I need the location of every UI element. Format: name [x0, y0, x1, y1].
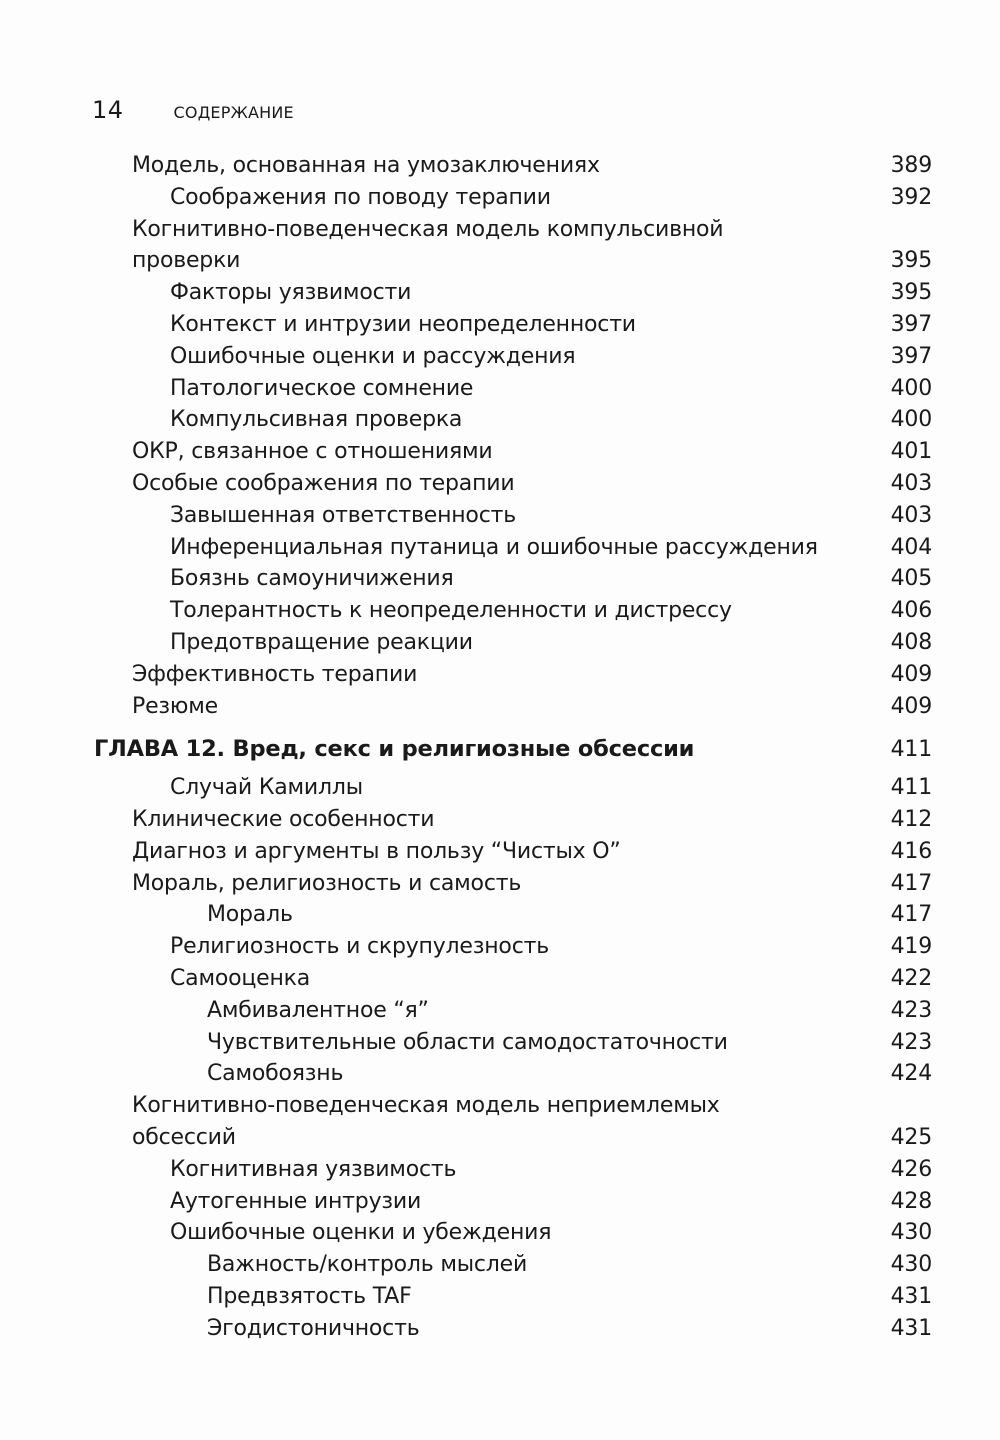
toc-entry-page: 395 — [890, 280, 932, 306]
toc-chapter-heading — [0, 734, 1000, 766]
toc-entry-page: 409 — [890, 661, 932, 687]
toc-entry-page: 419 — [890, 934, 932, 960]
toc-entry-page: 406 — [890, 598, 932, 624]
toc-entry-title: Резюме — [132, 693, 218, 719]
toc-entry-page: 397 — [890, 343, 932, 369]
toc-entry-page: 423 — [890, 997, 932, 1023]
toc-entry-title: Эффективность терапии — [132, 661, 418, 687]
toc-entry — [0, 836, 1000, 868]
toc-entry-title: Модель, основанная на умозаключениях — [132, 153, 600, 178]
toc-entry-page: 405 — [890, 566, 932, 592]
toc-entry-page: 431 — [890, 1315, 932, 1341]
toc-entry-page: 431 — [890, 1283, 932, 1309]
toc-entry — [0, 1090, 1000, 1154]
toc-entry-title: Предотвращение реакции — [170, 629, 473, 655]
toc-entry-title: Случай Камиллы — [170, 775, 363, 801]
toc-entry-title: Когнитивная уязвимость — [170, 1156, 457, 1182]
toc-entry-page: 422 — [890, 965, 932, 991]
toc-entry-title: Толерантность к неопределенности и дистрессу — [170, 598, 732, 624]
toc-entry-title: Аутогенные интрузии — [170, 1188, 422, 1214]
toc-entry-page: 416 — [890, 838, 932, 864]
toc-entry-title: Контекст и интрузии неопределенности — [170, 311, 636, 337]
toc-entry — [0, 1186, 1000, 1218]
toc-entry-page: 417 — [890, 902, 932, 928]
toc-entry — [0, 1281, 1000, 1313]
toc-entry-page: 424 — [890, 1061, 932, 1087]
toc-entry — [0, 182, 1000, 214]
section-title: СОДЕРЖАНИЕ — [173, 103, 294, 122]
toc-entry — [0, 595, 1000, 627]
toc-entry-title: Когнитивно-поведенческая модель компульсивной проверки — [132, 216, 724, 274]
toc-entry-title: Религиозность и скрупулезность — [170, 934, 549, 960]
toc-entry-title: Патологическое сомнение — [170, 375, 474, 401]
toc-entry — [0, 563, 1000, 595]
toc-entry — [0, 341, 1000, 373]
toc-entry — [0, 532, 1000, 564]
toc-entry-title: ОКР, связанное с отношениями — [132, 439, 493, 465]
toc-entry — [0, 1313, 1000, 1345]
toc-entry-page: 428 — [890, 1188, 932, 1214]
toc-entry-page: 417 — [890, 870, 932, 896]
toc-entry-page: 400 — [890, 375, 932, 401]
toc-entry-page: 400 — [890, 407, 932, 433]
toc-entry — [0, 1027, 1000, 1059]
toc-entry-page: 397 — [890, 311, 932, 337]
toc-entry-page: 411 — [890, 737, 932, 763]
toc-entry-page: 389 — [890, 153, 932, 178]
toc-entry-page: 403 — [890, 470, 932, 496]
toc-entry — [0, 404, 1000, 436]
toc-entry — [0, 627, 1000, 659]
toc-entry-title: Соображения по поводу терапии — [170, 184, 551, 210]
toc-entry-title: Ошибочные оценки и рассуждения — [170, 343, 576, 369]
toc-entry-title: Важность/контроль мыслей — [207, 1252, 528, 1278]
toc-entry — [0, 931, 1000, 963]
toc-entry-title: Боязнь самоуничижения — [170, 566, 454, 592]
toc-entry-title: ГЛАВА 12. Вред, секс и религиозные обсессии — [94, 736, 695, 763]
toc-entry-title: Чувствительные области самодостаточности — [207, 1029, 728, 1055]
toc-entry-page: 401 — [890, 439, 932, 465]
toc-entry-page: 426 — [890, 1156, 932, 1182]
toc-entry-title: Когнитивно-поведенческая модель неприемлемых обсессий — [132, 1093, 720, 1150]
toc-entry-title: Клинические особенности — [132, 806, 435, 832]
toc-entry-page: 392 — [890, 184, 932, 210]
toc-entry — [0, 899, 1000, 931]
toc-entry-title: Особые соображения по терапии — [132, 470, 515, 496]
toc-entry — [0, 1154, 1000, 1186]
toc-entry-page: 430 — [890, 1252, 932, 1278]
toc-entry — [0, 214, 1000, 278]
toc-entry — [0, 868, 1000, 900]
toc-entry-page: 404 — [890, 534, 932, 560]
toc-entry — [0, 804, 1000, 836]
toc-entry-page: 430 — [890, 1220, 932, 1246]
toc-entry-title: Инференциальная путаница и ошибочные рассуждения — [170, 534, 818, 560]
toc-entry — [0, 963, 1000, 995]
toc-entry — [0, 772, 1000, 804]
toc-entry — [0, 373, 1000, 405]
toc-entry-title: Диагноз и аргументы в пользу “Чистых О” — [132, 838, 621, 864]
toc-entry-page: 411 — [890, 775, 932, 801]
toc-entry — [0, 1249, 1000, 1281]
page-number: 14 — [92, 96, 124, 124]
toc-entry — [0, 659, 1000, 691]
toc-entry-title: Мораль, религиозность и самость — [132, 870, 522, 896]
running-header — [92, 96, 294, 126]
toc-entry-page: 403 — [890, 502, 932, 528]
toc-entry-title: Мораль — [207, 902, 293, 928]
toc-entry — [0, 309, 1000, 341]
toc-entry-title: Факторы уязвимости — [170, 280, 412, 306]
table-of-contents — [0, 150, 1000, 1344]
toc-entry — [0, 468, 1000, 500]
toc-entry-page: 423 — [890, 1029, 932, 1055]
toc-entry — [0, 150, 1000, 182]
toc-entry-page: 408 — [890, 629, 932, 655]
toc-entry-title: Компульсивная проверка — [170, 407, 463, 433]
toc-entry — [0, 691, 1000, 723]
toc-entry — [0, 277, 1000, 309]
toc-entry — [0, 1058, 1000, 1090]
toc-entry-title: Амбивалентное “я” — [207, 997, 429, 1023]
toc-entry-page: 412 — [890, 806, 932, 832]
toc-entry — [0, 436, 1000, 468]
toc-entry — [0, 995, 1000, 1027]
toc-entry-title: Ошибочные оценки и убеждения — [170, 1220, 552, 1246]
toc-entry-title: Предвзятость TAF — [207, 1283, 412, 1309]
toc-entry — [0, 500, 1000, 532]
toc-entry-page: 409 — [890, 693, 932, 719]
toc-entry-title: Самооценка — [170, 965, 311, 991]
toc-entry-title: Завышенная ответственность — [170, 502, 516, 528]
toc-entry-title: Самобоязнь — [207, 1061, 344, 1087]
toc-entry-page: 395 — [890, 248, 932, 274]
toc-entry-page: 425 — [890, 1124, 932, 1150]
toc-entry — [0, 1217, 1000, 1249]
toc-entry-title: Эгодистоничность — [207, 1315, 420, 1341]
